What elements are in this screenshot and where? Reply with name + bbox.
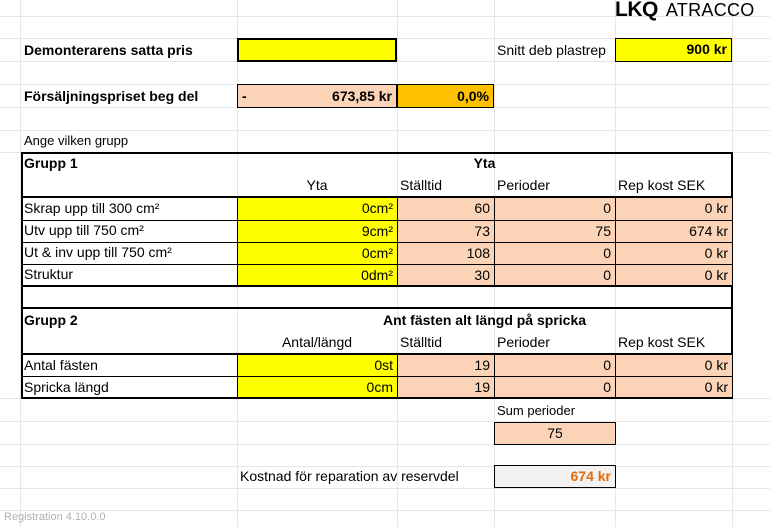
rep-kost-cell: 0 kr [616,377,732,397]
perioder-cell: 0 [495,265,615,285]
lkq-atracco-logo [615,0,755,22]
demont-label: Demonterarens satta pris [24,42,193,58]
grupp1-header-yta: Yta [306,177,328,193]
rep-kost-cell: 674 kr [616,221,732,242]
grupp1-header-stalltid: Ställtid [400,177,443,193]
grupp2-title: Grupp 2 [24,312,78,328]
stalltid-cell: 30 [398,265,494,285]
row-label: Utv upp till 750 cm² [24,222,144,238]
stalltid-cell: 19 [398,377,494,397]
snitt-value[interactable]: 900 kr [615,38,732,62]
row-label: Spricka längd [24,379,109,395]
grupp2-section-title: Ant fästen alt längd på spricka [382,312,587,328]
registration-version: Registration 4.10.0.0 [4,511,106,523]
stalltid-cell: 73 [398,221,494,242]
perioder-cell: 0 [495,243,615,264]
forsalj-prefix: - [242,88,247,104]
snitt-label: Snitt deb plastrep [497,42,606,58]
stalltid-cell: 108 [398,243,494,264]
yta-input[interactable]: 0dm² [237,265,397,285]
row-label: Struktur [24,266,74,282]
grupp2-header-antal: Antal/längd [281,334,353,350]
yta-input[interactable]: 0cm² [237,243,397,264]
rep-kost-cell: 0 kr [616,243,732,264]
grupp1-section-title: Yta [473,155,496,171]
grupp1-header-perioder: Perioder [497,177,550,193]
sum-perioder-value: 75 [494,422,616,445]
rep-kost-cell: 0 kr [616,265,732,285]
forsalj-label: Försäljningspriset beg del [24,88,199,104]
yta-input[interactable]: 9cm² [237,221,397,242]
kostnad-value: 674 kr [494,465,616,488]
yta-input[interactable]: 0cm² [237,198,397,220]
forsalj-percent: 0,0% [397,84,494,108]
kostnad-label: Kostnad för reparation av reservdel [240,468,459,484]
row-label: Skrap upp till 300 cm² [24,200,160,216]
demont-price-input[interactable] [237,38,397,62]
stalltid-cell: 19 [398,355,494,376]
grupp2-header-rep: Rep kost SEK [618,334,706,350]
rep-kost-cell: 0 kr [616,198,732,220]
langd-input[interactable]: 0cm [237,377,397,397]
lkq-logo-text: LKQ [615,0,658,21]
spacer-row [21,285,733,309]
grupp1-header-rep: Rep kost SEK [618,177,706,193]
grupp2-header-stalltid: Ställtid [400,334,443,350]
perioder-cell: 0 [495,198,615,220]
stalltid-cell: 60 [398,198,494,220]
perioder-cell: 0 [495,355,615,376]
sum-perioder-label: Sum perioder [497,403,576,418]
ange-grupp-label: Ange vilken grupp [24,133,129,148]
perioder-cell: 75 [495,221,615,242]
perioder-cell: 0 [495,377,615,397]
forsalj-value: 673,85 kr [332,88,392,104]
grupp1-title: Grupp 1 [24,155,78,171]
row-label: Antal fästen [24,357,98,373]
antal-input[interactable]: 0st [237,355,397,376]
rep-kost-cell: 0 kr [616,355,732,376]
grupp2-header-perioder: Perioder [497,334,550,350]
row-label: Ut & inv upp till 750 cm² [24,244,172,260]
atracco-logo-text: ATRACCO [665,0,755,20]
